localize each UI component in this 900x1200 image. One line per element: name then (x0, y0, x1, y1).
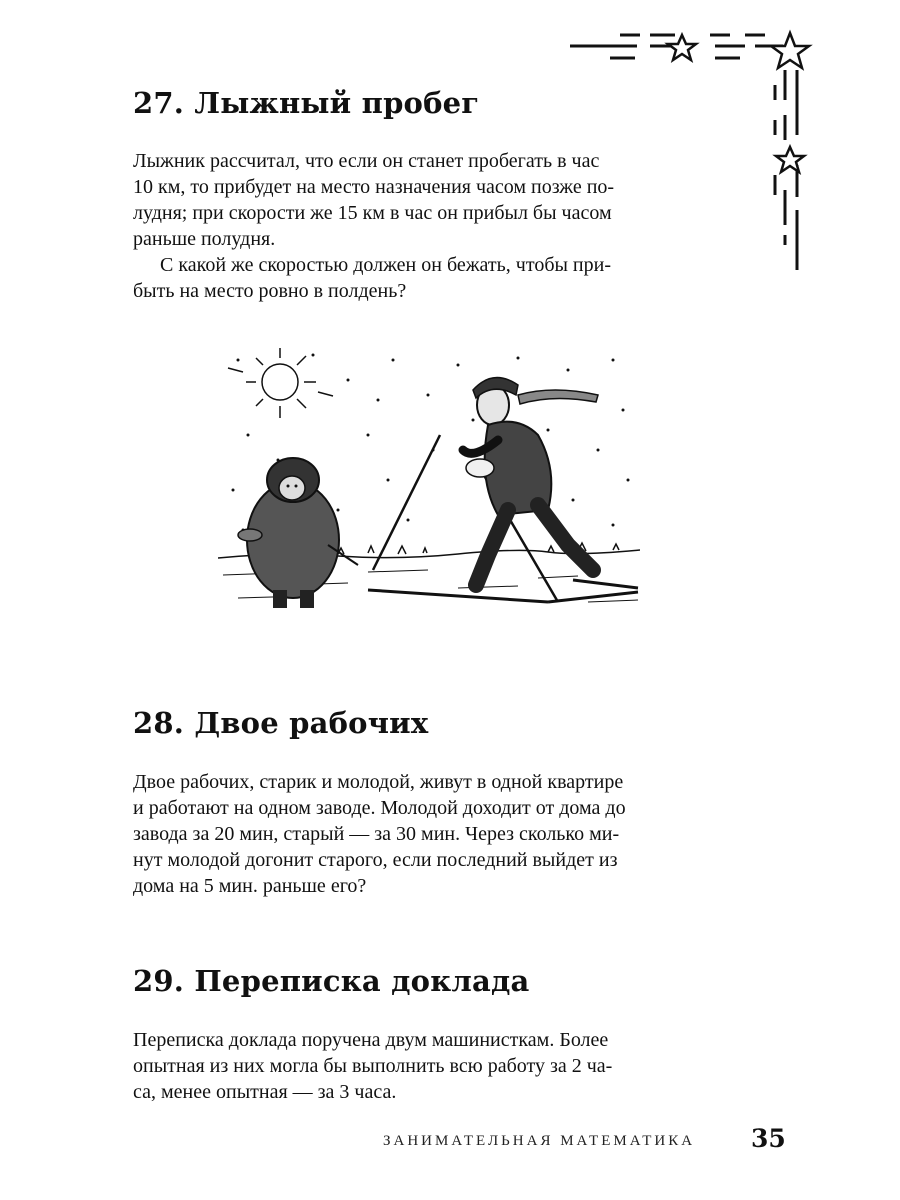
text-line: опытная из них могла бы выполнить всю работу за 2 ча- (133, 1055, 613, 1077)
text-line: лудня; при скорости же 15 км в час он прибыл бы часом (133, 202, 612, 224)
sun-icon (228, 348, 333, 418)
text-line: С какой же скоростью должен он бежать, чтобы при- (160, 254, 611, 276)
text-line: Двое рабочих, старик и молодой, живут в одной квартире (133, 771, 624, 793)
section-29-text (133, 1027, 723, 1105)
text-line: нут молодой догонит старого, если последний выйдет из (133, 849, 618, 871)
section-29-title: 29. Переписка доклада (133, 964, 530, 998)
skier-illustration (218, 340, 640, 615)
text-line: и работают на одном заводе. Молодой доходит от дома до (133, 797, 626, 819)
child-figure (238, 458, 358, 608)
text-line: раньше полудня. (133, 228, 276, 250)
text-line: Лыжник рассчитал, что если он станет пробегать в час (133, 150, 600, 172)
section-27-text (133, 148, 723, 304)
section-28-text (133, 769, 723, 899)
text-line: Переписка доклада поручена двум машинисткам. Более (133, 1029, 609, 1051)
section-28-title: 28. Двое рабочих (133, 706, 429, 740)
text-line: завода за 20 мин, старый — за 30 мин. Через сколько ми- (133, 823, 620, 845)
running-title: ЗАНИМАТЕЛЬНАЯ МАТЕМАТИКА (383, 1133, 696, 1149)
text-line: дома на 5 мин. раньше его? (133, 875, 367, 897)
text-line: 10 км, то прибудет на место назначения часом позже по- (133, 176, 615, 198)
text-line: быть на место ровно в полдень? (133, 280, 407, 302)
text-line: са, менее опытная — за 3 часа. (133, 1081, 397, 1103)
page-number: 35 (751, 1124, 786, 1153)
skier-figure (368, 378, 638, 602)
section-27-title: 27. Лыжный пробег (133, 86, 480, 120)
